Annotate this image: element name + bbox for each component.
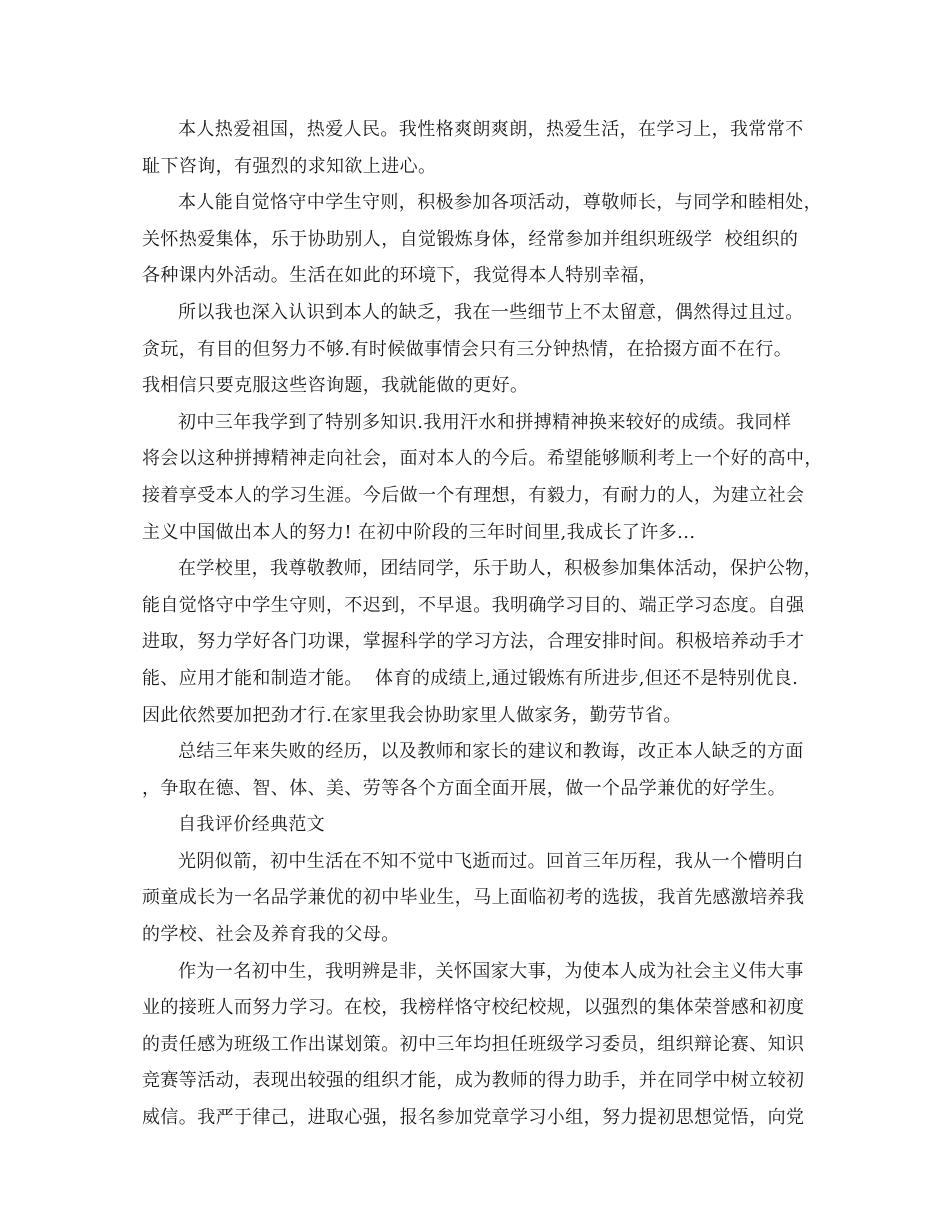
text-line: 业的接班人而努力学习。在校，我榜样恪守校纪校规，以强烈的集体荣誉感和初度: [142, 997, 805, 1019]
text-line: 主义中国做出本人的努力! 在初中阶段的三年时间里,我成长了许多...: [142, 521, 696, 543]
text-line: 关怀热爱集体，乐于协助别人，自觉锻炼身体，经常参加并组织班级学 校组织的: [142, 228, 799, 250]
text-line: 初中三年我学到了特别多知识.我用汗水和拼搏精神换来较好的成绩。我同样: [178, 411, 792, 433]
text-line: 能、应用才能和制造才能。 体育的成绩上,通过锻炼有所进步,但还不是特别优良.: [142, 667, 799, 689]
text-line: 本人能自觉恪守中学生守则，积极参加各项活动，尊敬师长，与同学和睦相处，: [178, 192, 822, 214]
text-line: 耻下咨询，有强烈的求知欲上进心。: [142, 155, 437, 177]
text-line: 进取，努力学好各门功课，掌握科学的学习方法，合理安排时间。积极培养动手才: [142, 631, 805, 653]
text-line: 各种课内外活动。生活在如此的环境下，我觉得本人特别幸福，: [142, 265, 658, 287]
body-text: [142, 112, 822, 1137]
text-line: 接着享受本人的学习生涯。今后做一个有理想，有毅力，有耐力的人，为建立社会: [142, 484, 805, 506]
text-line: ，争取在德、智、体、美、劳等各个方面全面开展，做一个品学兼优的好学生。: [142, 777, 786, 799]
text-line: 自我评价经典范文: [178, 814, 326, 836]
text-line: 顽童成长为一名品学兼优的初中毕业生，马上面临初考的选拔，我首先感激培养我: [142, 887, 805, 909]
text-line: 作为一名初中生，我明辨是非，关怀国家大事，为使本人成为社会主义伟大事: [178, 960, 804, 982]
text-line: 将会以这种拼搏精神走向社会，面对本人的今后。希望能够顺利考上一个好的高中，: [142, 448, 823, 470]
text-line: 贪玩，有目的但努力不够.有时候做事情会只有三分钟热情，在拾掇方面不在行。: [142, 338, 793, 360]
text-line: 的责任感为班级工作出谋划策。初中三年均担任班级学习委员，组织辩论赛、知识: [142, 1033, 805, 1055]
text-line: 威信。我严于律己，进取心强，报名参加党章学习小组，努力提初思想觉悟，向党: [142, 1107, 805, 1129]
text-line: 光阴似箭，初中生活在不知不觉中飞逝而过。回首三年历程，我从一个懵明白: [178, 850, 804, 872]
text-line: 总结三年来失败的经历，以及教师和家长的建议和教诲，改正本人缺乏的方面: [178, 741, 804, 763]
text-line: 我相信只要克服这些咨询题，我就能做的更好。: [142, 375, 529, 397]
text-line: 竞赛等活动，表现出较强的组织才能，成为教师的得力助手，并在同学中树立较初: [142, 1070, 805, 1092]
text-line: 的学校、社会及养育我的父母。: [142, 924, 400, 946]
text-line: 因此依然要加把劲才行.在家里我会协助家里人做家务，勤劳节省。: [142, 704, 682, 726]
text-line: 所以我也深入认识到本人的缺乏，我在一些细节上不太留意，偶然得过且过。: [178, 301, 804, 323]
text-line: 在学校里，我尊敬教师，团结同学，乐于助人，积极参加集体活动，保护公物，: [178, 558, 822, 580]
text-line: 能自觉恪守中学生守则，不迟到，不早退。我明确学习目的、端正学习态度。自强: [142, 594, 805, 616]
text-line: 本人热爱祖国，热爱人民。我性格爽朗爽朗，热爱生活，在学习上，我常常不: [178, 119, 804, 140]
